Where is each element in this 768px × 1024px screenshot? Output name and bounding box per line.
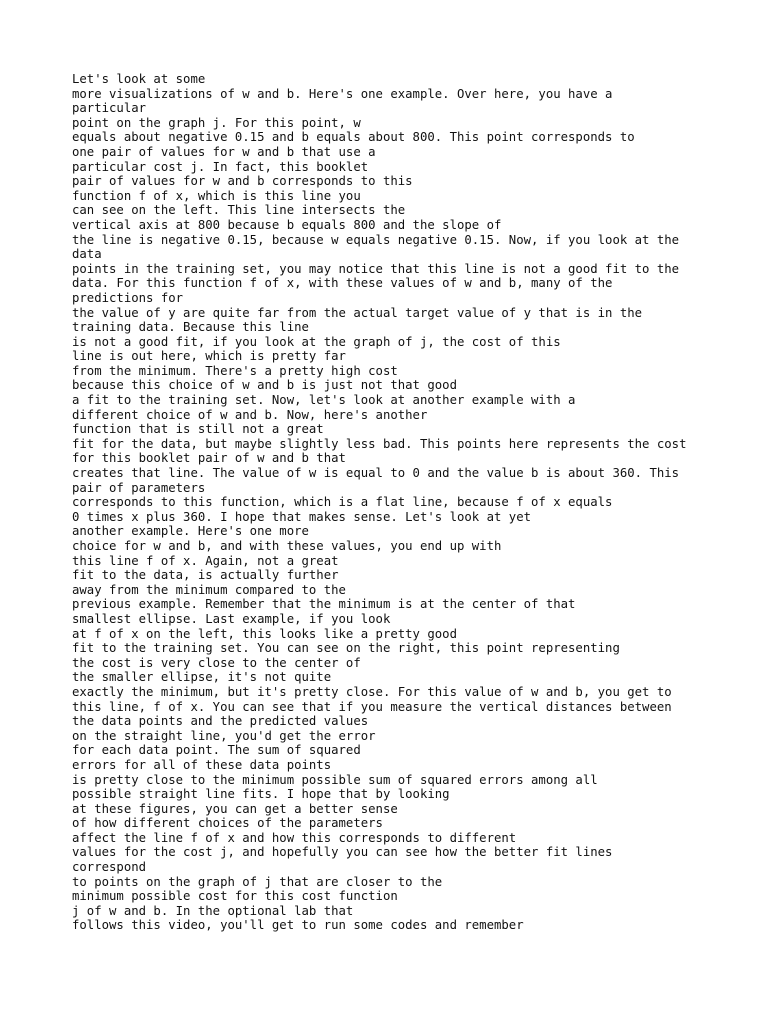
text-line: at f of x on the left, this looks like a pretty good (72, 626, 457, 641)
text-line: points in the training set, you may notice that this line is not a good fit to the (72, 261, 680, 276)
text-line: correspond (72, 860, 147, 875)
text-line: equals about negative 0.15 and b equals about 800. This point corresponds to (72, 130, 635, 145)
text-line: the data points and the predicted values (72, 714, 369, 729)
text-line: at these figures, you can get a better sense (72, 801, 398, 816)
text-line: point on the graph j. For this point, w (72, 115, 361, 130)
text-line: particular (72, 101, 147, 116)
text-line: to points on the graph of j that are closer to the (72, 874, 443, 889)
text-line: on the straight line, you'd get the error (72, 728, 376, 743)
text-line: one pair of values for w and b that use a (72, 144, 376, 159)
text-line: away from the minimum compared to the (72, 582, 346, 597)
document-page (72, 72, 722, 933)
text-line: line is out here, which is pretty far (72, 349, 346, 364)
text-line: values for the cost j, and hopefully you can see how the better fit lines (72, 845, 613, 860)
text-line: vertical axis at 800 because b equals 800 and the slope of (72, 217, 502, 232)
text-line: pair of values for w and b corresponds to this (72, 174, 413, 189)
text-line: the line is negative 0.15, because w equals negative 0.15. Now, if you look at the (72, 232, 680, 247)
text-line: the cost is very close to the center of (72, 655, 361, 670)
text-line: from the minimum. There's a pretty high cost (72, 363, 398, 378)
text-line: choice for w and b, and with these values, you end up with (72, 539, 502, 553)
text-line: more visualizations of w and b. Here's one example. Over here, you have a (72, 86, 613, 101)
text-line: function that is still not a great (72, 422, 324, 437)
text-line: training data. Because this line (72, 320, 309, 335)
text-line: affect the line f of x and how this corresponds to different (72, 830, 517, 845)
text-line: pair of parameters (72, 480, 206, 495)
text-line: is not a good fit, if you look at the graph of j, the cost of this (72, 334, 561, 349)
text-line: minimum possible cost for this cost function (72, 889, 398, 904)
text-line: is pretty close to the minimum possible sum of squared errors among all (72, 772, 598, 787)
text-line: for each data point. The sum of squared (72, 743, 361, 758)
text-line: errors for all of these data points (72, 757, 332, 772)
text-line: function f of x, which is this line you (72, 188, 361, 203)
text-line: creates that line. The value of w is equal to 0 and the value b is about 360. This (72, 466, 680, 481)
text-line: possible straight line fits. I hope that by looking (72, 787, 450, 802)
text-line: j of w and b. In the optional lab that (72, 903, 354, 918)
text-line: a fit to the training set. Now, let's look at another example with a (72, 393, 576, 408)
text-line: the smaller ellipse, it's not quite (72, 670, 332, 685)
text-line: different choice of w and b. Now, here's another (72, 407, 428, 422)
text-line: follows this video, you'll get to run some codes and remember (72, 918, 524, 933)
text-line: 0 times x plus 360. I hope that makes sense. Let's look at yet (72, 509, 532, 524)
text-line: predictions for (72, 290, 184, 305)
text-line: Let's look at some (72, 72, 206, 86)
text-line: for this booklet pair of w and b that (72, 451, 346, 466)
text-line: because this choice of w and b is just not that good (72, 378, 457, 393)
text-line: data (72, 247, 102, 262)
text-line: another example. Here's one more (72, 524, 309, 539)
text-line: data. For this function f of x, with these values of w and b, many of the (72, 276, 613, 291)
text-line: corresponds to this function, which is a flat line, because f of x equals (72, 495, 613, 510)
text-line: smallest ellipse. Last example, if you look (72, 611, 391, 626)
text-line: this line, f of x. You can see that if you measure the vertical distances between (72, 699, 672, 714)
text-line: the value of y are quite far from the actual target value of y that is in the (72, 305, 643, 320)
text-line: can see on the left. This line intersects the (72, 203, 406, 218)
text-line: this line f of x. Again, not a great (72, 553, 339, 568)
text-line: fit to the training set. You can see on the right, this point representing (72, 641, 620, 656)
text-line: fit to the data, is actually further (72, 568, 339, 583)
text-line: previous example. Remember that the minimum is at the center of that (72, 597, 576, 612)
text-line: exactly the minimum, but it's pretty close. For this value of w and b, you get to (72, 684, 672, 699)
text-line: particular cost j. In fact, this booklet (72, 159, 369, 174)
text-line: fit for the data, but maybe slightly less bad. This points here represents the cost (72, 436, 687, 451)
text-line: of how different choices of the parameters (72, 816, 383, 831)
